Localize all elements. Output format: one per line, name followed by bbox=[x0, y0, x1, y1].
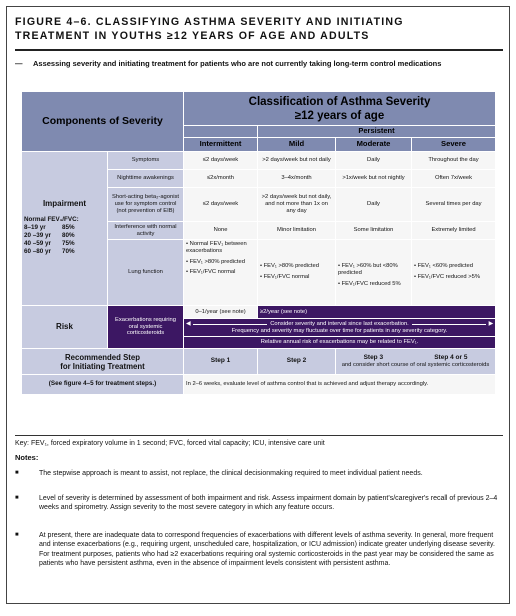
classification-header bbox=[184, 92, 496, 126]
fev-row bbox=[24, 232, 105, 240]
lung-bullet: • FEV₁ <60% predicted bbox=[414, 263, 473, 269]
risk-intermittent-cell: 0–1/year (see note) bbox=[184, 306, 258, 319]
risk-label: Risk bbox=[22, 306, 108, 349]
lung-bullet: • FEV₁ >80% predicted bbox=[260, 263, 319, 269]
lung-bullet: • FEV₁/FVC normal bbox=[186, 269, 236, 276]
bullet-square-icon: ■ bbox=[15, 470, 19, 476]
classification-age: ≥12 years of age bbox=[294, 109, 385, 122]
figure-title bbox=[15, 15, 505, 43]
step-3: Step 3 bbox=[363, 353, 384, 361]
cell-interference-severe: Extremely limited bbox=[412, 222, 496, 240]
note-item bbox=[15, 494, 503, 513]
col-moderate: Moderate bbox=[336, 138, 412, 152]
row-label-lung-function: Lung function bbox=[108, 240, 184, 306]
fev-row bbox=[24, 248, 105, 256]
arrow-line bbox=[193, 324, 267, 325]
fev-age: 40 –59 yr bbox=[24, 239, 51, 247]
row-label-saba: Short-acting beta₂-agonist use for symptom control (not prevention of EIB) bbox=[108, 188, 184, 222]
impairment-cell bbox=[22, 152, 108, 306]
arrow-right-icon: ▶ bbox=[488, 320, 494, 327]
bullet-square-icon: ■ bbox=[15, 495, 19, 501]
cell-saba-moderate: Daily bbox=[336, 188, 412, 222]
cell-lung-intermittent bbox=[184, 240, 258, 306]
risk-consider-text: Consider severity and interval since last exacerbation. bbox=[270, 320, 409, 327]
impairment-label: Impairment bbox=[42, 199, 87, 209]
cell-interference-intermittent: None bbox=[184, 222, 258, 240]
note-text: The stepwise approach is meant to assist, not replace, the clinical decisionmaking required to meet individual patient needs. bbox=[39, 470, 423, 477]
lung-bullet: • FEV₁/FVC reduced >5% bbox=[414, 273, 481, 280]
bullet-square-icon: ■ bbox=[15, 532, 19, 538]
recommended-step-cell bbox=[22, 349, 184, 375]
cell-symptoms-intermittent: ≤2 days/week bbox=[184, 152, 258, 170]
cell-nighttime-mild: 3–4x/month bbox=[258, 170, 336, 188]
key-rule bbox=[15, 435, 503, 436]
persistent-header: Persistent bbox=[258, 126, 496, 138]
cell-symptoms-moderate: Daily bbox=[336, 152, 412, 170]
figure-page bbox=[6, 6, 510, 604]
lung-bullet: • FEV₁/FVC reduced 5% bbox=[338, 280, 401, 287]
col-intermittent: Intermittent bbox=[184, 138, 258, 152]
lung-bullet: • FEV₁/FVC normal bbox=[260, 273, 310, 280]
risk-arrow bbox=[186, 321, 493, 328]
notes-heading: Notes: bbox=[15, 453, 39, 462]
cell-lung-severe bbox=[412, 240, 496, 306]
classification-title: Classification of Asthma Severity bbox=[248, 95, 431, 108]
note-item bbox=[15, 469, 503, 478]
fev-value: 75% bbox=[62, 239, 75, 247]
cell-interference-mild: Minor limitation bbox=[258, 222, 336, 240]
fev-title: Normal FEV₁/FVC: bbox=[24, 215, 79, 223]
note-text: Level of severity is determined by assessment of both impairment and risk. Assess impairment domain by patient's/caregiver's recall of previous 2–4 weeks and spirometry. Assign severity to the most severe category in which any feature occurs. bbox=[39, 495, 498, 512]
step-3-4-5-cell bbox=[336, 349, 496, 375]
components-header: Components of Severity bbox=[22, 92, 184, 152]
step-1: Step 1 bbox=[184, 349, 258, 375]
cell-symptoms-severe: Throughout the day bbox=[412, 152, 496, 170]
cell-nighttime-severe: Often 7x/week bbox=[412, 170, 496, 188]
fev-value: 70% bbox=[62, 247, 75, 255]
risk-persistent-cell: ≥2/year (see note) bbox=[258, 306, 496, 319]
risk-relative-cell: Relative annual risk of exacerbations may be related to FEV₁. bbox=[184, 337, 496, 349]
step-3-4-row bbox=[338, 355, 493, 362]
cell-saba-mild: >2 days/week but not daily, and not more than 1x on any day bbox=[258, 188, 336, 222]
severity-table bbox=[21, 91, 496, 395]
title-rule bbox=[15, 49, 503, 51]
title-line-1: FIGURE 4–6. CLASSIFYING ASTHMA SEVERITY AND INITIATING bbox=[15, 16, 404, 28]
step-4-or-5: Step 4 or 5 bbox=[434, 353, 468, 361]
arrow-left-icon: ◀ bbox=[186, 320, 191, 327]
key-text: Key: FEV₁, forced expiratory volume in 1 second; FVC, forced vital capacity; ICU, intensive care unit bbox=[15, 440, 325, 447]
step-2: Step 2 bbox=[258, 349, 336, 375]
arrow-line bbox=[412, 324, 486, 325]
fev-row bbox=[24, 224, 105, 232]
row-label-nighttime: Nighttime awakenings bbox=[108, 170, 184, 188]
figure-subheading bbox=[15, 59, 503, 69]
see-figure-cell: (See figure 4–5 for treatment steps.) bbox=[22, 375, 184, 395]
subhead-dash: — bbox=[15, 59, 23, 68]
lung-bullet: • Normal FEV₁ between exacerbations bbox=[186, 241, 247, 254]
recommended-step-line-2: for Initiating Treatment bbox=[60, 361, 145, 371]
cell-nighttime-moderate: >1x/week but not nightly bbox=[336, 170, 412, 188]
row-label-symptoms: Symptoms bbox=[108, 152, 184, 170]
title-line-2: TREATMENT IN YOUTHS ≥12 YEARS OF AGE AND ADULTS bbox=[15, 30, 370, 42]
fev-value: 80% bbox=[62, 231, 75, 239]
note-text: At present, there are inadequate data to correspond frequencies of exacerbations with different levels of asthma severity. In general, more frequent and intense exacerbations (e.g., requiring urgent, unscheduled care, hospitalization, or ICU admission) indicate greater underlying disease severity. For treatment purposes, patients who had ≥2 exacerbations requiring oral systemic corticosteroids in the past year may be considered the same as patients who have persistent asthma, even in the absence of impairment levels consistent with persistent asthma. bbox=[39, 532, 495, 567]
col-mild: Mild bbox=[258, 138, 336, 152]
step-note: and consider short course of oral systemic corticosteroids bbox=[341, 361, 490, 368]
normal-fev-box bbox=[24, 216, 105, 256]
row-label-interference: Interference with normal activity bbox=[108, 222, 184, 240]
risk-consider-cell bbox=[184, 319, 496, 337]
evaluate-cell: In 2–6 weeks, evaluate level of asthma control that is achieved and adjust therapy accordingly. bbox=[184, 375, 496, 395]
note-item bbox=[15, 531, 503, 568]
fev-age: 8–19 yr bbox=[24, 223, 46, 231]
cell-symptoms-mild: >2 days/week but not daily bbox=[258, 152, 336, 170]
fev-age: 20 –39 yr bbox=[24, 231, 51, 239]
cell-nighttime-intermittent: ≤2x/month bbox=[184, 170, 258, 188]
col-severe: Severe bbox=[412, 138, 496, 152]
cell-interference-moderate: Some limitation bbox=[336, 222, 412, 240]
lung-bullet: • FEV₁ >80% predicted bbox=[186, 258, 245, 265]
cell-lung-mild bbox=[258, 240, 336, 306]
fev-row bbox=[24, 240, 105, 248]
risk-exacerbations-label: Exacerbations requiring oral systemic corticosteroids bbox=[108, 306, 184, 349]
cell-saba-intermittent: ≤2 days/week bbox=[184, 188, 258, 222]
risk-frequency-text: Frequency and severity may fluctuate over time for patients in any severity category. bbox=[231, 327, 448, 334]
recommended-step-line-1: Recommended Step bbox=[65, 352, 140, 362]
cell-lung-moderate bbox=[336, 240, 412, 306]
lung-bullet: • FEV₁ >60% but <80% predicted bbox=[338, 263, 398, 276]
persistent-spacer bbox=[184, 126, 258, 138]
fev-value: 85% bbox=[62, 223, 75, 231]
subhead-text: Assessing severity and initiating treatment for patients who are not currently taking long-term control medications bbox=[33, 59, 442, 68]
fev-age: 60 –80 yr bbox=[24, 247, 51, 255]
cell-saba-severe: Several times per day bbox=[412, 188, 496, 222]
